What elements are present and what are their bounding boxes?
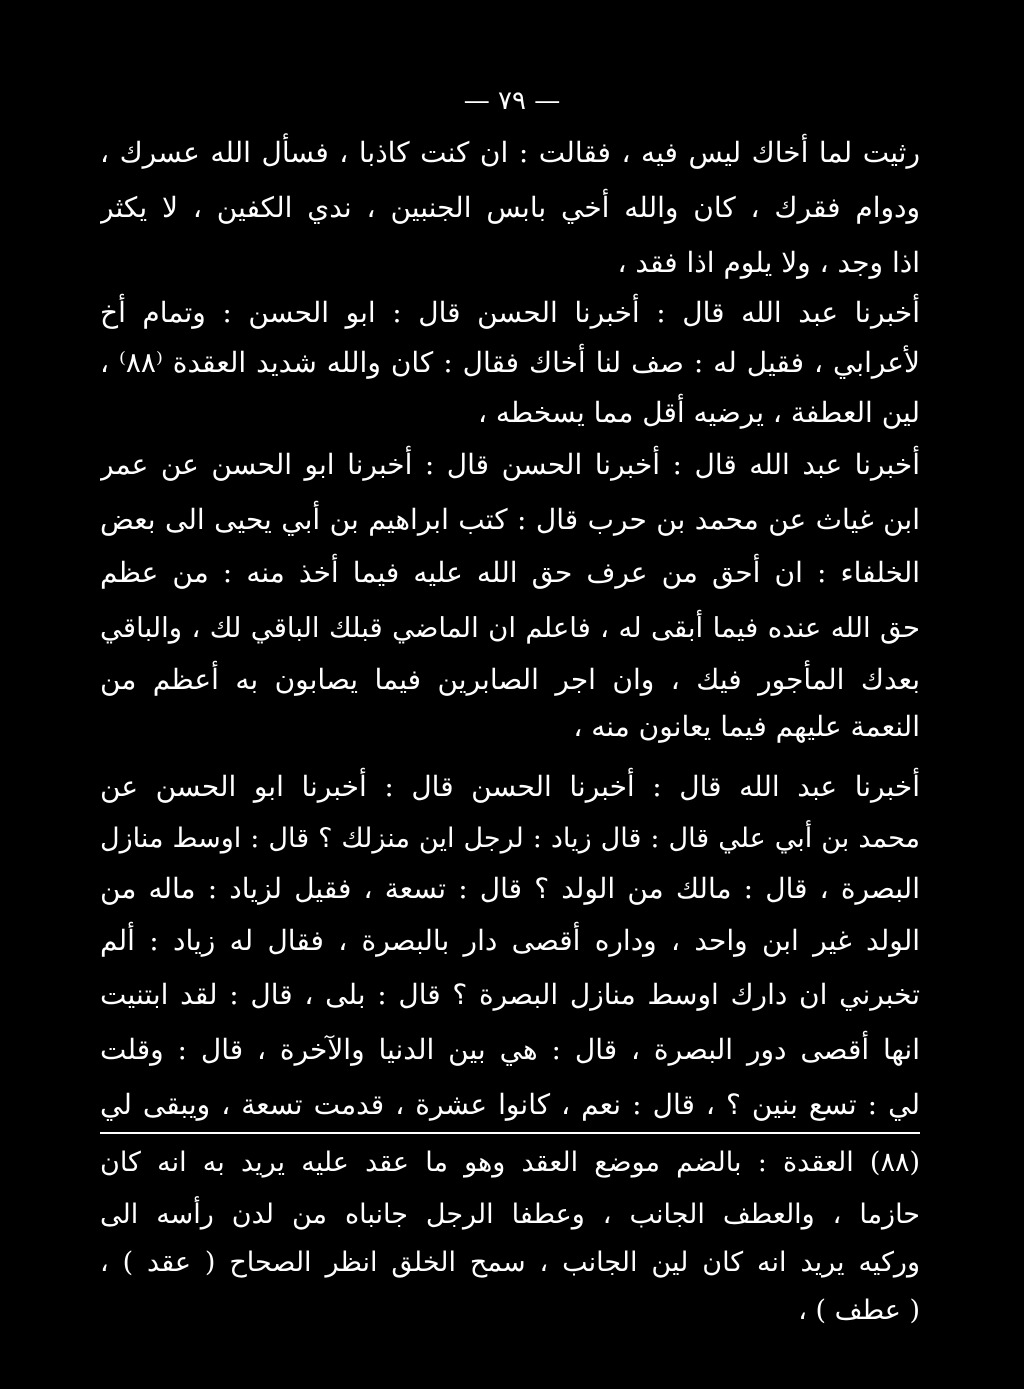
text-line: النعمة عليهم فيما يعانون منه ، — [573, 710, 920, 743]
text-line: البصرة ، قال : مالك من الولد ؟ قال : تسعة ، فقيل لزياد : ماله من — [100, 872, 920, 905]
text-line: لأعرابي ، فقيل له : صف لنا أخاك فقال : كان والله شديد العقدة ⁽٨٨⁾ ، — [100, 346, 920, 379]
text-line: اذا وجد ، ولا يلوم اذا فقد ، — [617, 246, 920, 279]
text-line: ودوام فقرك ، كان والله أخي بابس الجنبين ، ندي الكفين ، لا يكثر — [100, 191, 920, 224]
footnote-divider — [100, 1132, 920, 1134]
text-line: رثيت لما أخاك ليس فيه ، فقالت : ان كنت كاذبا ، فسأل الله عسرك ، — [100, 136, 920, 169]
text-line: انها أقصى دور البصرة ، قال : هي بين الدنيا والآخرة ، قال : وقلت — [100, 1033, 920, 1066]
footnote-line: وركيه يريد انه كان لين الجانب ، سمح الخلق انظر الصحاح ( عقد ) ، — [100, 1247, 920, 1278]
text-line: أخبرنا عبد الله قال : أخبرنا الحسن قال : ابو الحسن : وتمام أخ — [100, 296, 920, 329]
text-line: محمد بن أبي علي قال : قال زياد : لرجل اين منزلك ؟ قال : اوسط منازل — [100, 823, 920, 854]
text-line: حق الله عنده فيما أبقى له ، فاعلم ان الماضي قبلك الباقي لك ، والباقي — [100, 612, 920, 644]
text-line: بعدك المأجور فيك ، وان اجر الصابرين فيما يصابون به أعظم من — [100, 663, 920, 696]
page-number: — ٧٩ — — [463, 86, 561, 116]
text-line: الولد غير ابن واحد ، وداره أقصى دار بالبصرة ، فقال له زياد : ألم — [100, 924, 920, 957]
footnote-line: (٨٨) العقدة : بالضم موضع العقد وهو ما عقد عليه يريد به انه كان — [100, 1147, 920, 1178]
footnote-line: حازما ، والعطف الجانب ، وعطفا الرجل جانباه من لدن رأسه الى — [100, 1199, 920, 1230]
footnote-line: ( عطف ) ، — [798, 1295, 920, 1326]
text-line: أخبرنا عبد الله قال : أخبرنا الحسن قال : أخبرنا ابو الحسن عن عمر — [100, 448, 920, 481]
text-line: أخبرنا عبد الله قال : أخبرنا الحسن قال : أخبرنا ابو الحسن عن — [100, 770, 920, 803]
text-line: لين العطفة ، يرضيه أقل مما يسخطه ، — [477, 396, 920, 429]
text-line: ابن غياث عن محمد بن حرب قال : كتب ابراهيم بن أبي يحيى الى بعض — [100, 503, 920, 536]
text-line: الخلفاء : ان أحق من عرف حق الله عليه فيما أخذ منه : من عظم — [100, 556, 920, 589]
text-line: تخبرني ان دارك اوسط منازل البصرة ؟ قال : بلى ، قال : لقد ابتنيت — [100, 978, 920, 1011]
text-line: لي : تسع بنين ؟ ، قال : نعم ، كانوا عشرة ، قدمت تسعة ، ويبقى لي — [100, 1088, 920, 1121]
